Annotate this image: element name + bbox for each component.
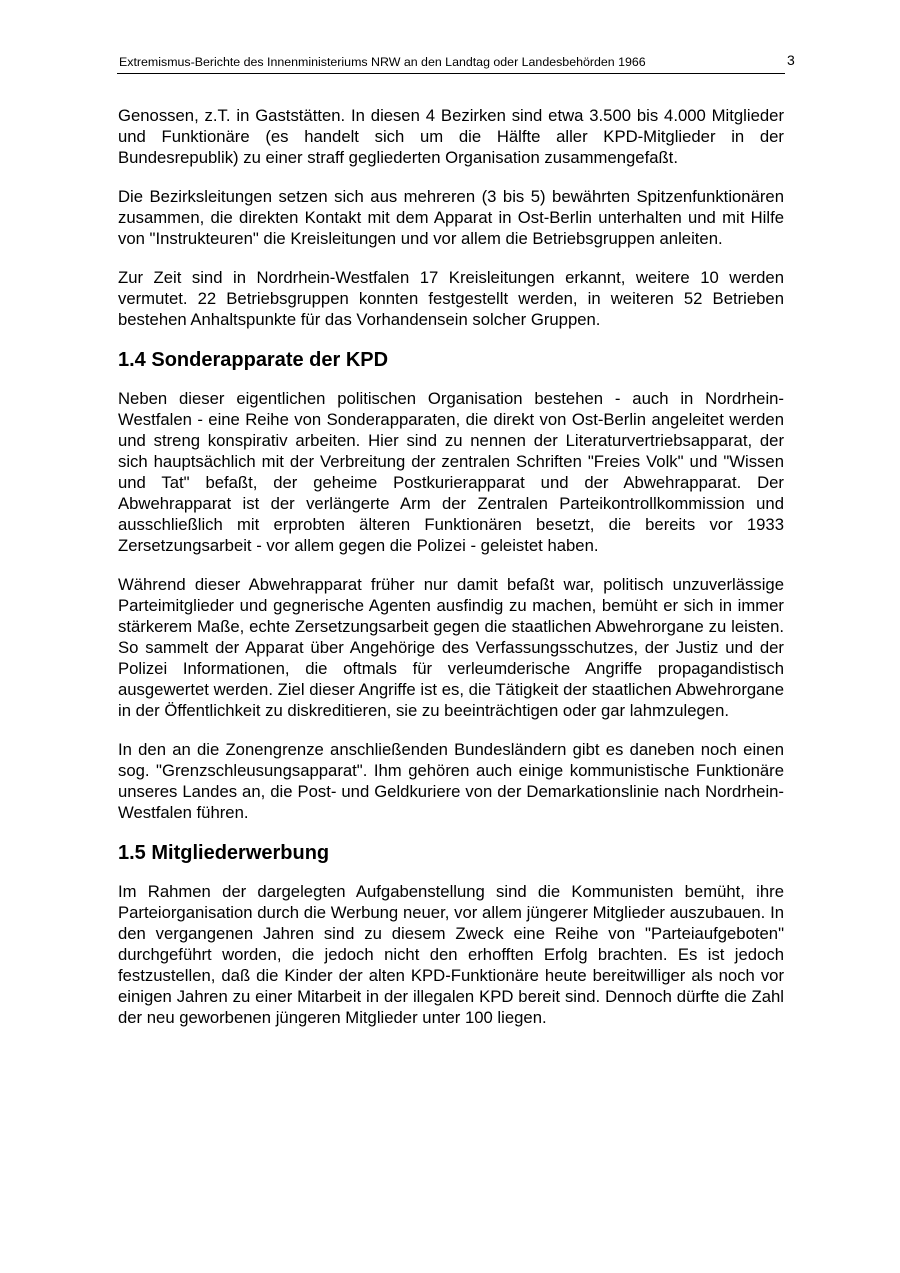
paragraph-sonderapparate: Neben dieser eigentlichen politischen Organisation bestehen - auch in Nordrhein-Westfalen - eine Reihe von Sonderapparaten, die direkt von Ost-Berlin angeleitet werden und streng konspirativ arbeiten. Hier sind zu nennen der Literaturvertriebsapparat, der sich hauptsächlich mit der Verbreitung der zentralen Schriften "Freies Volk" und "Wissen und Tat" befaßt, der geheime Postkurierapparat und der Abwehrapparat. Der Abwehrapparat ist der verlängerte Arm der Zentralen Parteikontrollkommission und ausschließlich mit erprobten älteren Funktionären besetzt, die bereits vor 1933 Zersetzungsarbeit - vor allem gegen die Polizei - geleistet haben. — [118, 389, 784, 555]
paragraph-mitgliederwerbung: Im Rahmen der dargelegten Aufgabenstellung sind die Kommunisten bemüht, ihre Parteiorganisation durch die Werbung neuer, vor allem jüngerer Mitglieder auszubauen. In den vergangenen Jahren sind zu diesem Zweck eine Reihe von "Parteiaufgeboten" durchgeführt worden, die jedoch nicht den erhofften Erfolg brachten. Es ist jedoch festzustellen, daß die Kinder der alten KPD-Funktionäre heute bereitwilliger als noch vor einigen Jahren zu einer Mitarbeit in der illegalen KPD bereit sind. Dennoch dürfte die Zahl der neu geworbenen jüngeren Mitglieder unter 100 liegen. — [118, 882, 784, 1027]
section-heading-sonderapparate: 1.4 Sonderapparate der KPD — [118, 349, 389, 371]
paragraph-grenzschleusung: In den an die Zonengrenze anschließenden Bundesländern gibt es daneben noch einen sog. "Grenzschleusungsapparat". Ihm gehören auch einige kommunistische Funktionäre unseres Landes an, die Post- und Geldkuriere von der Demarkationslinie nach Nordrhein-Westfalen führen. — [118, 740, 784, 822]
paragraph-bezirksleitungen: Die Bezirksleitungen setzen sich aus mehreren (3 bis 5) bewährten Spitzenfunktionären zusammen, die direkten Kontakt mit dem Apparat in Ost-Berlin unterhalten und mit Hilfe von "Instrukteuren" die Kreisleitungen und vor allem die Betriebsgruppen anleiten. — [118, 187, 784, 248]
paragraph-bezirke: Genossen, z.T. in Gaststätten. In diesen 4 Bezirken sind etwa 3.500 bis 4.000 Mitglieder und Funktionäre (es handelt sich um die Hälfte aller KPD-Mitglieder in der Bundesrepublik) zu einer straff gegliederten Organisation zusammengefaßt. — [118, 106, 784, 167]
page-number: 3 — [787, 52, 795, 68]
paragraph-abwehrapparat: Während dieser Abwehrapparat früher nur damit befaßt war, politisch unzuverlässige Parteimitglieder und gegnerische Agenten ausfindig zu machen, bemüht er sich in immer stärkerem Maße, echte Zersetzungsarbeit gegen die staatlichen Abwehrorgane zu leisten. So sammelt der Apparat über Angehörige des Verfassungsschutzes, der Justiz und der Polizei Informationen, die oftmals für verleumderische Angriffe propagandistisch ausgewertet werden. Ziel dieser Angriffe ist es, die Tätigkeit der staatlichen Abwehrorgane in der Öffentlichkeit zu diskreditieren, sie zu beeinträchtigen oder gar lahmzulegen. — [118, 575, 784, 720]
running-header — [117, 52, 795, 74]
section-heading-mitgliederwerbung: 1.5 Mitgliederwerbung — [118, 842, 330, 864]
header-title: Extremismus-Berichte des Innenministeriums NRW an den Landtag oder Landesbehörden 1966 — [119, 55, 646, 69]
paragraph-kreisleitungen: Zur Zeit sind in Nordrhein-Westfalen 17 Kreisleitungen erkannt, weitere 10 werden vermutet. 22 Betriebsgruppen konnten festgestellt werden, in weiteren 52 Betrieben bestehen Anhaltspunkte für das Vorhandensein solcher Gruppen. — [118, 268, 784, 329]
document-body — [118, 105, 784, 1046]
